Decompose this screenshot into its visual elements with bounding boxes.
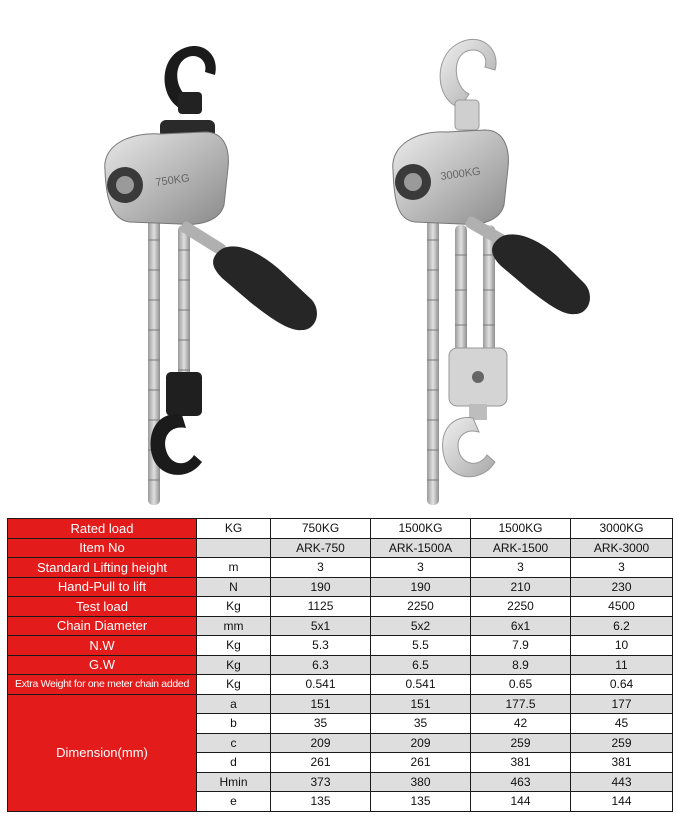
- value-cell: 0.541: [371, 675, 471, 695]
- value-cell: 261: [371, 753, 471, 773]
- table-row: [8, 675, 673, 695]
- table-row: [8, 636, 673, 656]
- value-cell: 3: [471, 558, 571, 578]
- dimension-key-cell: c: [197, 733, 271, 753]
- table-row: [8, 558, 673, 578]
- table-row: [8, 655, 673, 675]
- value-cell: 45: [571, 714, 673, 734]
- row-label: Rated load: [8, 519, 197, 539]
- value-cell: 3: [571, 558, 673, 578]
- value-cell: 8.9: [471, 655, 571, 675]
- row-label: G.W: [8, 655, 197, 675]
- value-cell: 380: [371, 772, 471, 792]
- value-cell: 135: [371, 792, 471, 812]
- unit-cell: N: [197, 577, 271, 597]
- value-cell: 2250: [371, 597, 471, 617]
- model-header-cell: 750KG: [271, 519, 371, 539]
- value-cell: 210: [471, 577, 571, 597]
- value-cell: 443: [571, 772, 673, 792]
- value-cell: 151: [271, 694, 371, 714]
- value-cell: 144: [571, 792, 673, 812]
- value-cell: 6x1: [471, 616, 571, 636]
- unit-cell: Kg: [197, 655, 271, 675]
- value-cell: ARK-750: [271, 538, 371, 558]
- value-cell: 3: [371, 558, 471, 578]
- value-cell: 0.541: [271, 675, 371, 695]
- value-cell: 259: [571, 733, 673, 753]
- lever-hoist-image-silver: [385, 0, 605, 515]
- value-cell: ARK-3000: [571, 538, 673, 558]
- value-cell: 259: [471, 733, 571, 753]
- svg-text:3000KG: 3000KG: [439, 165, 482, 183]
- value-cell: 35: [371, 714, 471, 734]
- row-rated-load: [8, 519, 673, 539]
- value-cell: 6.5: [371, 655, 471, 675]
- row-label: Standard Lifting height: [8, 558, 197, 578]
- row-label: Chain Diameter: [8, 616, 197, 636]
- value-cell: 5.3: [271, 636, 371, 656]
- value-cell: 6.3: [271, 655, 371, 675]
- value-cell: 11: [571, 655, 673, 675]
- value-cell: 261: [271, 753, 371, 773]
- row-label: Hand-Pull to lift: [8, 577, 197, 597]
- table-row: [8, 616, 673, 636]
- unit-cell: Kg: [197, 597, 271, 617]
- table-row: [8, 577, 673, 597]
- unit-cell: mm: [197, 616, 271, 636]
- unit-cell: Kg: [197, 636, 271, 656]
- value-cell: 5x2: [371, 616, 471, 636]
- value-cell: 463: [471, 772, 571, 792]
- unit-cell: m: [197, 558, 271, 578]
- value-cell: 177.5: [471, 694, 571, 714]
- model-header-cell: 1500KG: [471, 519, 571, 539]
- value-cell: 373: [271, 772, 371, 792]
- row-label: Extra Weight for one meter chain added: [8, 675, 197, 695]
- dimension-key-cell: a: [197, 694, 271, 714]
- value-cell: 1125: [271, 597, 371, 617]
- value-cell: 10: [571, 636, 673, 656]
- unit-cell: Kg: [197, 675, 271, 695]
- value-cell: 3: [271, 558, 371, 578]
- value-cell: ARK-1500A: [371, 538, 471, 558]
- value-cell: 135: [271, 792, 371, 812]
- model-header-cell: 1500KG: [371, 519, 471, 539]
- dimension-label: Dimension(mm): [8, 694, 197, 811]
- dimension-key-cell: e: [197, 792, 271, 812]
- value-cell: 0.65: [471, 675, 571, 695]
- table-row: [8, 538, 673, 558]
- value-cell: 42: [471, 714, 571, 734]
- table-row-dimension: [8, 694, 673, 714]
- dimension-key-cell: d: [197, 753, 271, 773]
- value-cell: 177: [571, 694, 673, 714]
- value-cell: 381: [471, 753, 571, 773]
- row-label: Test load: [8, 597, 197, 617]
- row-label: Item No: [8, 538, 197, 558]
- value-cell: 190: [371, 577, 471, 597]
- unit-cell: KG: [197, 519, 271, 539]
- value-cell: 0.64: [571, 675, 673, 695]
- value-cell: 5.5: [371, 636, 471, 656]
- value-cell: 6.2: [571, 616, 673, 636]
- unit-cell: [197, 538, 271, 558]
- model-header-cell: 3000KG: [571, 519, 673, 539]
- value-cell: 2250: [471, 597, 571, 617]
- value-cell: 190: [271, 577, 371, 597]
- specification-table: [7, 518, 673, 812]
- value-cell: 35: [271, 714, 371, 734]
- row-label: N.W: [8, 636, 197, 656]
- value-cell: ARK-1500: [471, 538, 571, 558]
- table-row: [8, 597, 673, 617]
- value-cell: 381: [571, 753, 673, 773]
- value-cell: 144: [471, 792, 571, 812]
- value-cell: 209: [271, 733, 371, 753]
- value-cell: 230: [571, 577, 673, 597]
- value-cell: 5x1: [271, 616, 371, 636]
- value-cell: 209: [371, 733, 471, 753]
- dimension-key-cell: b: [197, 714, 271, 734]
- dimension-key-cell: Hmin: [197, 772, 271, 792]
- value-cell: 7.9: [471, 636, 571, 656]
- svg-text:750KG: 750KG: [154, 172, 191, 189]
- lever-hoist-image-black: [90, 0, 330, 515]
- value-cell: 151: [371, 694, 471, 714]
- value-cell: 4500: [571, 597, 673, 617]
